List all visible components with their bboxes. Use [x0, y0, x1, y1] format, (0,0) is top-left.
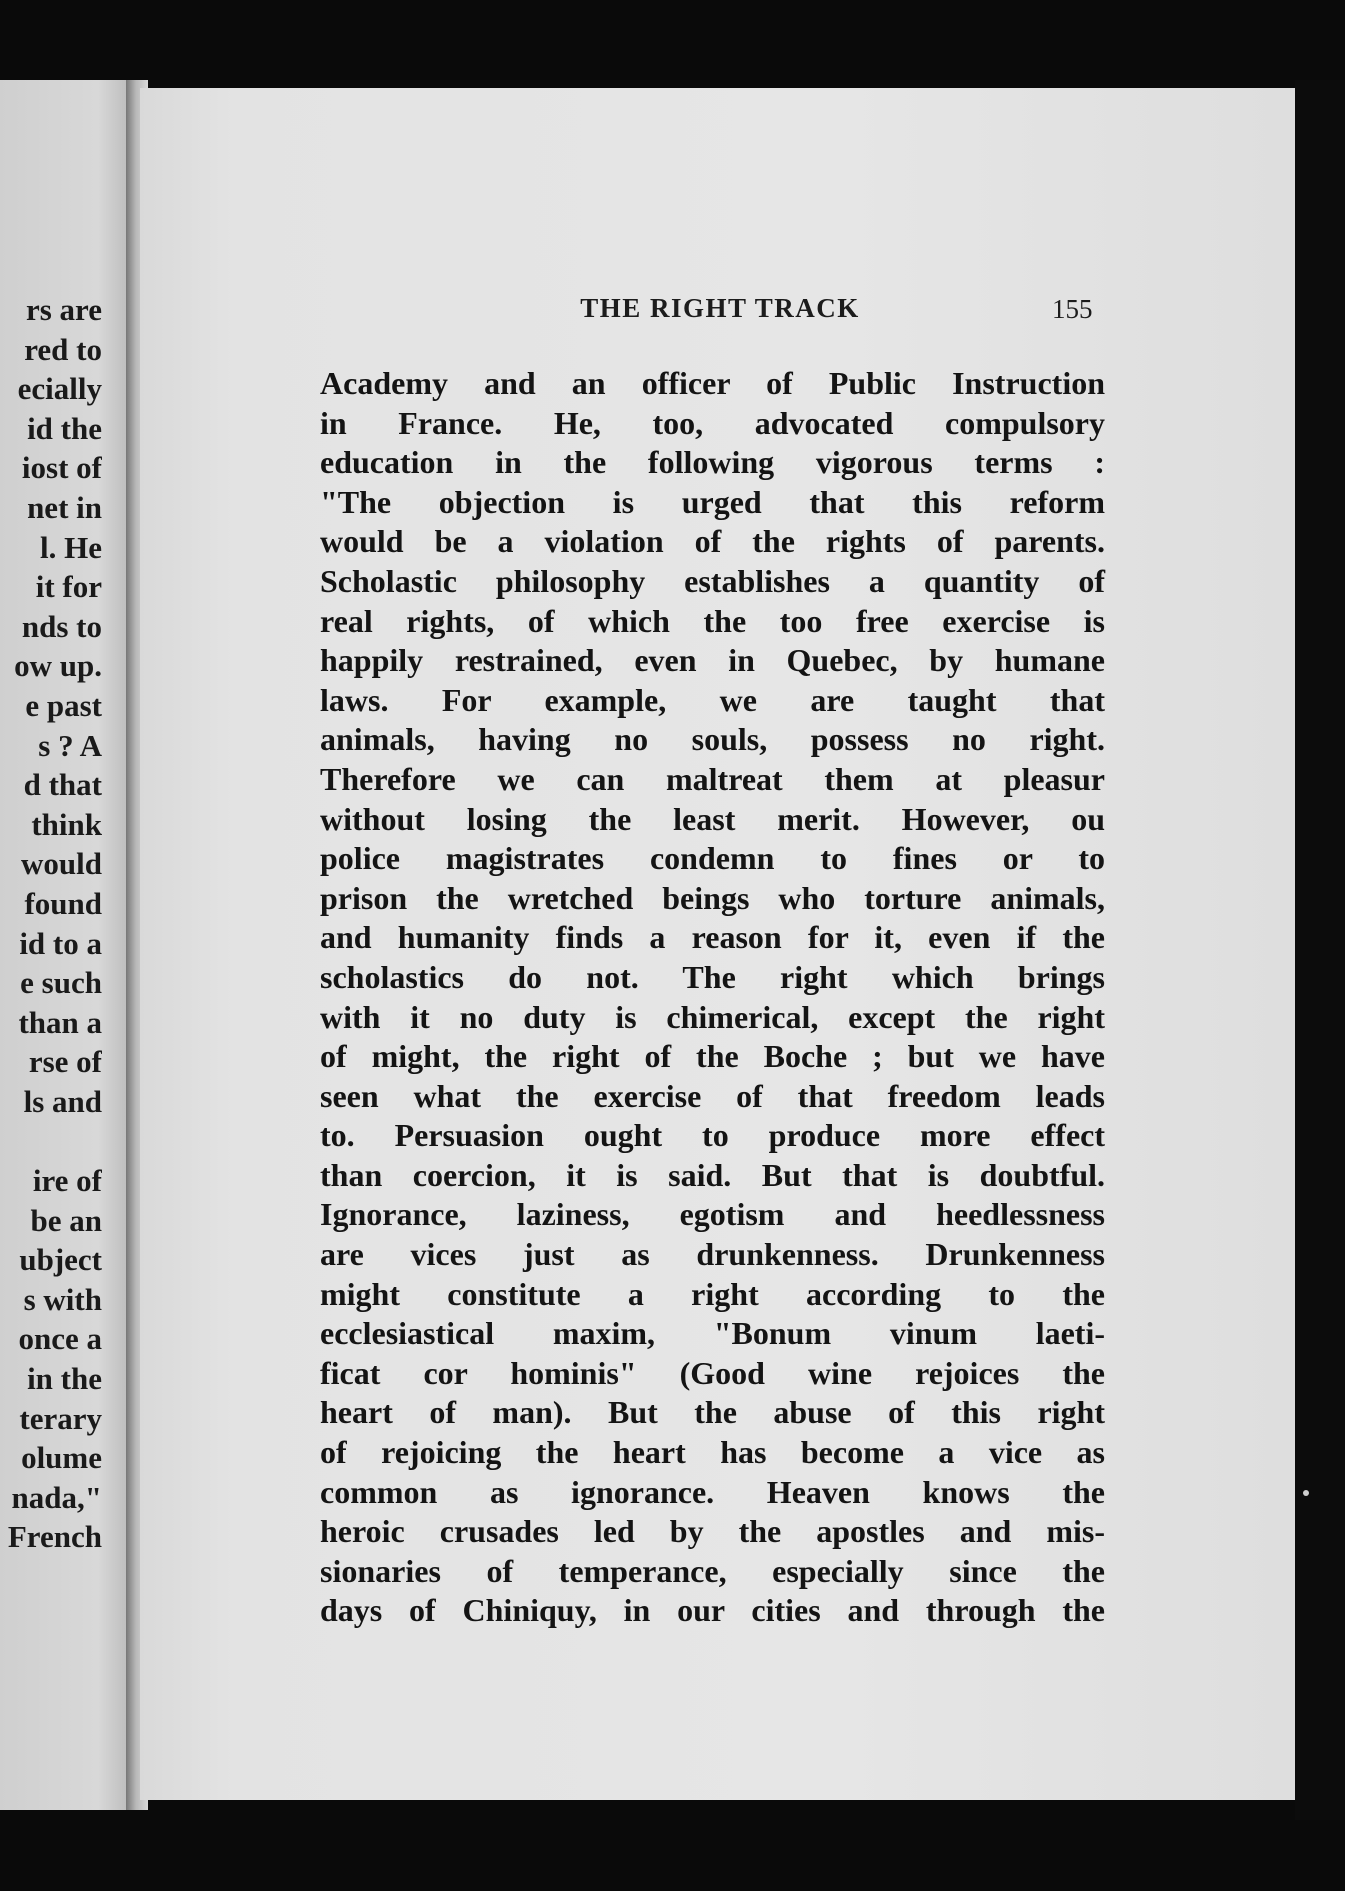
- body-line: animals, having no souls, possess no right.: [320, 721, 1105, 758]
- right-scan-border: [1295, 80, 1345, 1820]
- left-page-line: found: [24, 885, 102, 921]
- body-line: are vices just as drunkenness. Drunkenness: [320, 1236, 1105, 1273]
- body-line: "The objection is urged that this reform: [320, 483, 1105, 520]
- body-line: sionaries of temperance, especially since the: [320, 1552, 1105, 1589]
- body-line: seen what the exercise of that freedom leads: [320, 1077, 1105, 1114]
- left-page-line: than a: [18, 1004, 102, 1040]
- scan-speck: [1303, 1490, 1309, 1496]
- body-line: ecclesiastical maxim, "Bonum vinum laeti-: [320, 1315, 1105, 1352]
- left-page-line: net in: [27, 489, 102, 525]
- page-number: 155: [1052, 294, 1093, 324]
- left-page-line: terary: [19, 1400, 102, 1436]
- left-page-line: e past: [25, 687, 102, 723]
- left-page-line: be an: [30, 1202, 102, 1238]
- body-line: ficat cor hominis" (Good wine rejoices the: [320, 1354, 1105, 1391]
- body-line: laws. For example, we are taught that: [320, 681, 1105, 718]
- body-line: in France. He, too, advocated compulsory: [320, 404, 1105, 441]
- left-facing-page: [0, 80, 140, 1810]
- body-line: of rejoicing the heart has become a vice as: [320, 1434, 1105, 1471]
- body-line: common as ignorance. Heaven knows the: [320, 1473, 1105, 1510]
- body-line: police magistrates condemn to fines or to: [320, 840, 1105, 877]
- left-page-line: French: [7, 1519, 102, 1555]
- left-page-line: think: [31, 806, 102, 842]
- body-text: [320, 364, 1105, 1631]
- body-line: heroic crusades led by the apostles and mis-: [320, 1513, 1105, 1550]
- left-page-line: id to a: [19, 925, 102, 961]
- left-page-line: red to: [24, 331, 102, 367]
- left-page-line: rs are: [25, 292, 102, 327]
- body-line: Therefore we can maltreat them at pleasur: [320, 760, 1105, 797]
- body-line: and humanity finds a reason for it, even if the: [320, 919, 1105, 956]
- body-line: scholastics do not. The right which brings: [320, 958, 1105, 995]
- left-page-line: rse of: [28, 1044, 102, 1080]
- body-line: real rights, of which the too free exercise is: [320, 602, 1105, 639]
- left-page-line: ls and: [23, 1083, 102, 1119]
- book-page: [140, 88, 1295, 1800]
- body-line: days of Chiniquy, in our cities and through the: [320, 1592, 1105, 1629]
- left-page-line: ire of: [32, 1163, 102, 1199]
- left-page-line: would: [21, 846, 102, 882]
- left-page-line: nada,": [11, 1479, 102, 1515]
- left-page-line: d that: [23, 767, 102, 803]
- left-page-line: olume: [21, 1440, 102, 1476]
- body-line: prison the wretched beings who torture animals,: [320, 879, 1105, 916]
- left-page-text: [0, 290, 102, 1557]
- body-line: to. Persuasion ought to produce more effect: [320, 1117, 1105, 1154]
- left-page-line: id the: [27, 410, 102, 446]
- body-line: of might, the right of the Boche ; but we have: [320, 1038, 1105, 1075]
- body-line: might constitute a right according to the: [320, 1275, 1105, 1312]
- left-page-line: in the: [27, 1361, 102, 1397]
- left-page-line: s with: [23, 1281, 102, 1317]
- left-page-line: ow up.: [14, 648, 102, 684]
- left-page-line: e such: [20, 965, 102, 1001]
- left-page-line: iost of: [21, 450, 102, 486]
- body-line: than coercion, it is said. But that is doubtful.: [320, 1156, 1105, 1193]
- body-line: heart of man). But the abuse of this right: [320, 1394, 1105, 1431]
- body-line: Scholastic philosophy establishes a quantity of: [320, 562, 1105, 599]
- body-line: with it no duty is chimerical, except the right: [320, 998, 1105, 1035]
- body-line: education in the following vigorous terms :: [320, 444, 1105, 481]
- left-page-line: [0, 1121, 102, 1161]
- body-line: would be a violation of the rights of parents.: [320, 523, 1105, 560]
- left-page-line: it for: [35, 569, 102, 605]
- left-page-line: s ? A: [38, 727, 102, 763]
- body-line: happily restrained, even in Quebec, by humane: [320, 642, 1105, 679]
- running-head: THE RIGHT TRACK: [580, 293, 860, 323]
- left-page-line: l. He: [40, 529, 102, 565]
- body-line: Academy and an officer of Public Instruction: [320, 365, 1105, 401]
- body-line: without losing the least merit. However, ou: [320, 800, 1105, 837]
- left-page-line: nds to: [21, 608, 102, 644]
- body-line: Ignorance, laziness, egotism and heedlessness: [320, 1196, 1105, 1233]
- left-page-line: ecially: [17, 371, 102, 407]
- left-page-line: once a: [18, 1321, 102, 1357]
- left-page-line: ubject: [19, 1242, 102, 1278]
